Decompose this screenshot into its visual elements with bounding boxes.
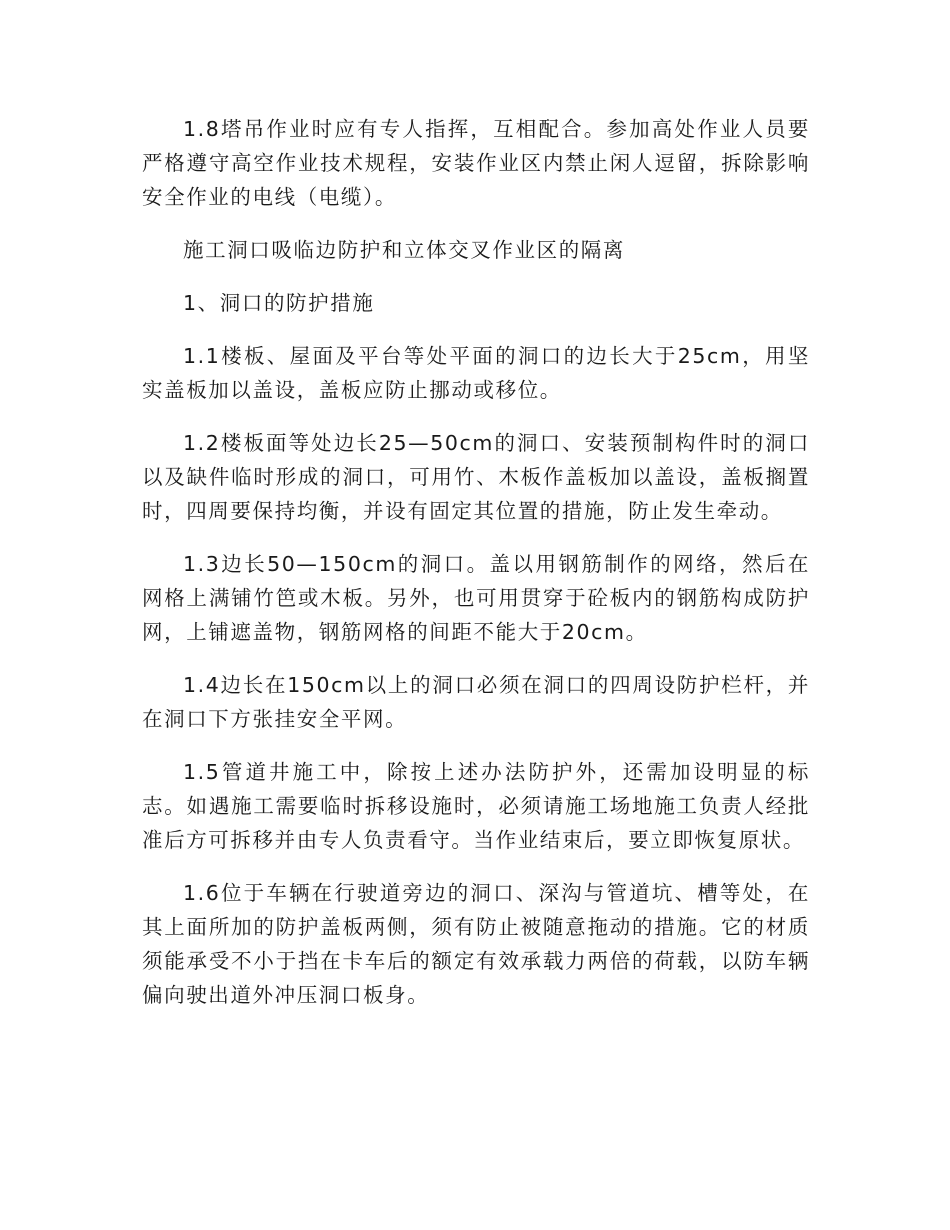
paragraph-1-2: 1.2楼板面等处边长25—50cm的洞口、安装预制构件时的洞口以及缺件临时形成的洞口，可用竹、木板作盖板加以盖设，盖板搁置时，四周要保持均衡，并设有固定其位置的措施，防止发生牵动。 xyxy=(142,431,810,523)
paragraph-1-5: 1.5管道井施工中，除按上述办法防护外，还需加设明显的标志。如遇施工需要临时拆移设施时，必须请施工场地施工负责人经批准后方可拆移并由专人负责看守。当作业结束后，要立即恢复原状。 xyxy=(142,760,810,852)
paragraph-1-4: 1.4边长在150cm以上的洞口必须在洞口的四周设防护栏杆，并在洞口下方张挂安全平网。 xyxy=(142,673,810,731)
section-heading: 施工洞口吸临边防护和立体交叉作业区的隔离 xyxy=(183,238,625,262)
paragraph-1-6: 1.6位于车辆在行驶道旁边的洞口、深沟与管道坑、槽等处，在其上面所加的防护盖板两侧，须有防止被随意拖动的措施。它的材质须能承受不小于挡在卡车后的额定有效承载力两倍的荷载，以防车辆偏向驶出道外冲压洞口板身。 xyxy=(142,881,810,1007)
paragraph-1-8: 1.8塔吊作业时应有专人指挥，互相配合。参加高处作业人员要严格遵守高空作业技术规程，安装作业区内禁止闲人逗留，拆除影响安全作业的电线（电缆）。 xyxy=(142,117,810,209)
paragraph-1-1: 1.1楼板、屋面及平台等处平面的洞口的边长大于25cm，用坚实盖板加以盖设，盖板应防止挪动或移位。 xyxy=(142,344,810,402)
paragraph-1-3: 1.3边长50—150cm的洞口。盖以用钢筋制作的网络，然后在网格上满铺竹笆或木板。另外，也可用贯穿于砼板内的钢筋构成防护网，上铺遮盖物，钢筋网格的间距不能大于20cm。 xyxy=(142,552,810,644)
document-body xyxy=(142,112,810,1012)
subsection-heading: 1、洞口的防护措施 xyxy=(183,291,375,315)
